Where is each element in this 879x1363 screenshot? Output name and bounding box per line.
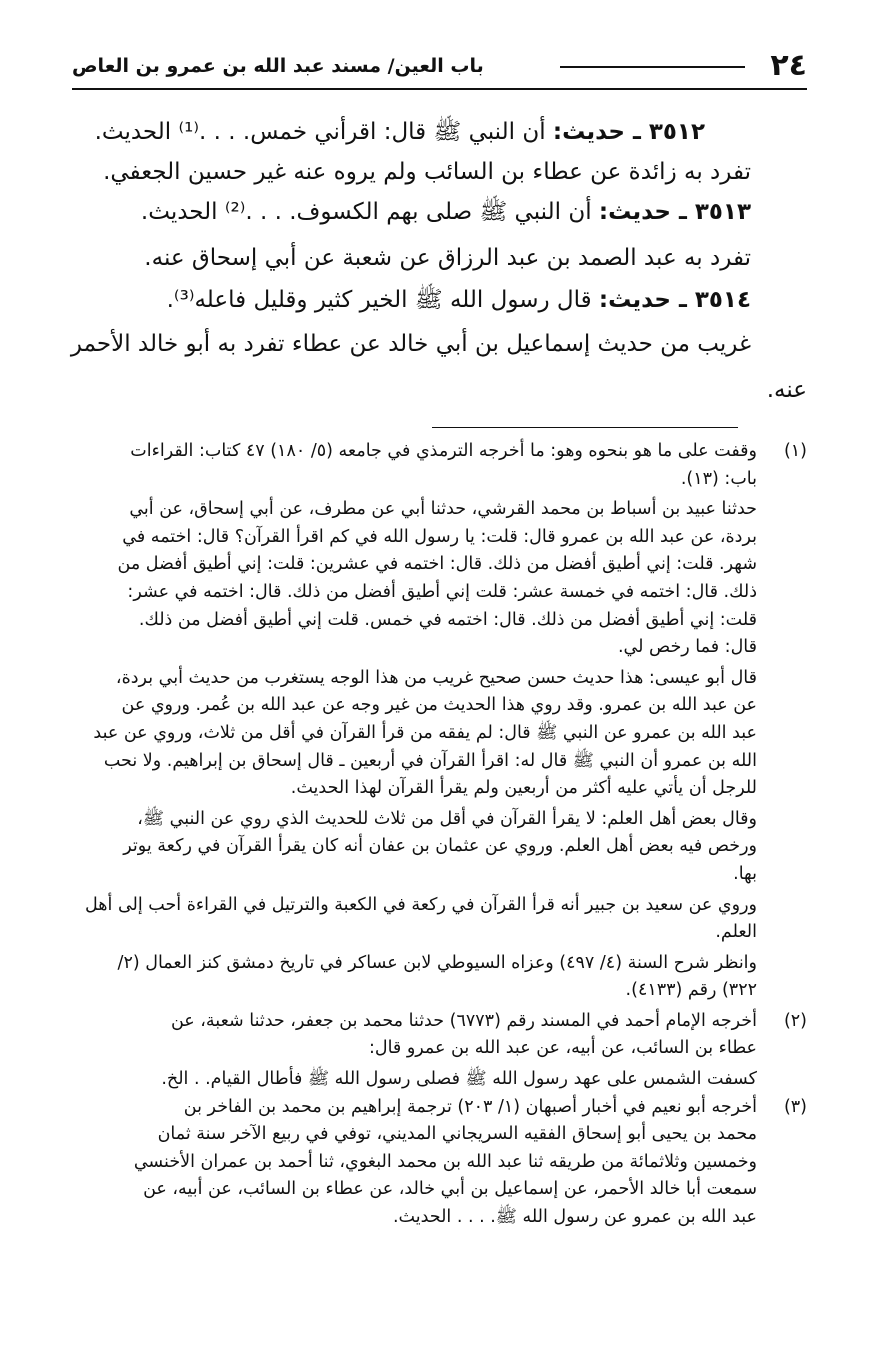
running-header <box>72 46 807 86</box>
footnote-line: الله بن عمرو أن النبي ﷺ قال له: اقرأ القرآن في أربعين ـ قال إسحاق بن إبراهيم. ولا نحب <box>103 750 757 771</box>
footnote-line: عطاء بن السائب، عن أبيه، عن عبد الله بن عمرو قال: <box>368 1038 757 1059</box>
footnote-line: قال أبو عيسى: هذا حديث حسن صحيح غريب من هذا الوجه يستغرب من حديث أبي بردة، <box>115 667 757 688</box>
footnote-line: وقال بعض أهل العلم: لا يقرأ القرآن في أقل من ثلاث للحديث الذي روي عن النبي ﷺ، <box>137 808 757 829</box>
running-title: باب العين/ مسند عبد الله بن عمرو بن العاص <box>72 55 484 77</box>
footnote-line: باب: (١٣). <box>680 468 757 489</box>
footnote-line: سمعت أبا خالد الأحمر، عن إسماعيل بن أبي خالد، عن عطاء بن السائب، عن أبيه، عن <box>143 1179 757 1200</box>
footnote-line: ذلك. قال: اختمه في خمسة عشر: قلت إني أطيق أفضل من ذلك. قال: اختمه في عشر: <box>127 581 757 602</box>
footnote-2 <box>72 1008 807 1094</box>
footnote-line: للرجل أن يأتي عليه أكثر من أربعين ولم يقرأ القرآن لهذا الحديث. <box>290 778 757 799</box>
page-number: ٢٤ <box>770 48 807 83</box>
hadith-3512 <box>94 112 751 152</box>
footnote-line: أخرجه الإمام أحمد في المسند رقم (٦٧٧٣) حدثنا محمد بن جعفر، حدثنا شعبة، عن <box>170 1010 757 1031</box>
hadith-3512-note: تفرد به زائدة عن عطاء بن السائب ولم يروه عنه غير حسين الجعفي. <box>103 159 751 185</box>
footnote-line: وانظر شرح السنة (٤/ ٤٩٧) وعزاه السيوطي لابن عساكر في تاريخ دمشق كنز العمال (٢/ <box>117 952 757 973</box>
footnote-line: العلم. <box>715 922 757 943</box>
footnote-3 <box>72 1094 807 1232</box>
footnote-line: عبد الله بن عمرو عن النبي ﷺ قال: لم يفقه من قرأ القرآن في أقل من ثلاث، وروي عن عبد <box>93 722 757 743</box>
footnote-number: (١) <box>783 441 807 461</box>
footnote-line: قال: فما رخص لي. <box>617 637 757 658</box>
hadith-number: ٣٥١٣ ـ حديث: <box>598 199 751 225</box>
hadith-3513 <box>118 192 751 232</box>
hadith-3513-note: تفرد به عبد الصمد بن عبد الرزاق عن شعبة عن أبي إسحاق عنه. <box>144 245 751 271</box>
header-rule <box>72 88 807 90</box>
footnote-line: ٣٢٢) رقم (٤١٣٣). <box>625 980 757 1001</box>
footnote-line: وخمسين وثلاثمائة من طريقه ثنا عبد الله بن محمد البغوي، ثنا أحمد بن عمران الأخنسي <box>133 1151 757 1172</box>
footnote-1 <box>72 438 807 1005</box>
footnotes <box>72 438 807 1232</box>
hadith-3514 <box>118 280 751 320</box>
hadith-text: أن النبي ﷺ صلى بهم الكسوف. . . .⁽²⁾ الحديث. <box>140 199 599 225</box>
footnote-line: عن عبد الله بن عمرو. وقد روي هذا الحديث من غير وجه عن عبد الله بن عُمر. وروي عن <box>121 695 757 716</box>
hadith-number: ٣٥١٢ ـ حديث: <box>552 119 705 145</box>
hadith-3514-note: غريب من حديث إسماعيل بن أبي خالد عن عطاء تفرد به أبو خالد الأحمر <box>70 331 751 357</box>
main-text <box>70 112 807 410</box>
footnote-line: قلت: إني أطيق أفضل من ذلك. قال: اختمه في خمس. قلت إني أطيق أفضل من ذلك. <box>138 609 757 630</box>
footnote-line: وروي عن سعيد بن جبير أنه قرأ القرآن في ركعة في الكعبة والترتيل في القراءة أحب إلى أهل <box>85 894 757 915</box>
hadith-text: أن النبي ﷺ قال: اقرأني خمس. . . .⁽¹⁾ الحديث. <box>94 119 553 145</box>
footnote-line: ورخص فيه بعض أهل العلم. وروي عن عثمان بن عفان أنه كان يقرأ القرآن في ركعة يوتر <box>123 836 757 857</box>
footnote-line: بها. <box>733 863 757 884</box>
hadith-3514-note-end: عنه. <box>766 377 807 403</box>
footnote-number: (٢) <box>783 1010 807 1031</box>
footnote-line: شهر. قلت: إني أطيق أفضل من ذلك. قال: اختمه في عشرين: قلت: إني أطيق أفضل من <box>117 554 757 575</box>
footnote-separator <box>432 427 738 428</box>
footnote-line: وقفت على ما هو بنحوه وهو: ما أخرجه الترمذي في جامعه (٥/ ١٨٠) ٤٧ كتاب: القراءات <box>130 441 757 461</box>
footnote-number: (٣) <box>783 1096 807 1117</box>
footnote-line: أخرجه أبو نعيم في أخبار أصبهان (١/ ٢٠٣) ترجمة إبراهيم بن محمد بن الفاخر بن <box>183 1096 757 1117</box>
footnote-line: بردة، عن عبد الله بن عمرو قال: قلت: يا رسول الله في كم اقرأ القرآن؟ قال: اختمه في <box>122 526 757 547</box>
hadith-text: قال رسول الله ﷺ الخير كثير وقليل فاعله⁽³⁾. <box>166 287 599 313</box>
header-dash-line <box>560 66 745 68</box>
footnote-line: محمد بن يحيى أبو إسحاق الفقيه السريجاني المديني، توفي في ربيع الآخر سنة ثمان <box>157 1124 757 1145</box>
footnote-line: كسفت الشمس على عهد رسول الله ﷺ فصلى رسول الله ﷺ فأطال القيام. . الخ. <box>161 1069 757 1090</box>
footnote-line: حدثنا عبيد بن أسباط بن محمد القرشي، حدثنا أبي عن مطرف، عن أبي إسحاق، عن أبي <box>129 499 757 520</box>
hadith-number: ٣٥١٤ ـ حديث: <box>598 287 751 313</box>
footnote-line: عبد الله بن عمرو عن رسول الله ﷺ. . . . الحديث. <box>392 1207 757 1228</box>
